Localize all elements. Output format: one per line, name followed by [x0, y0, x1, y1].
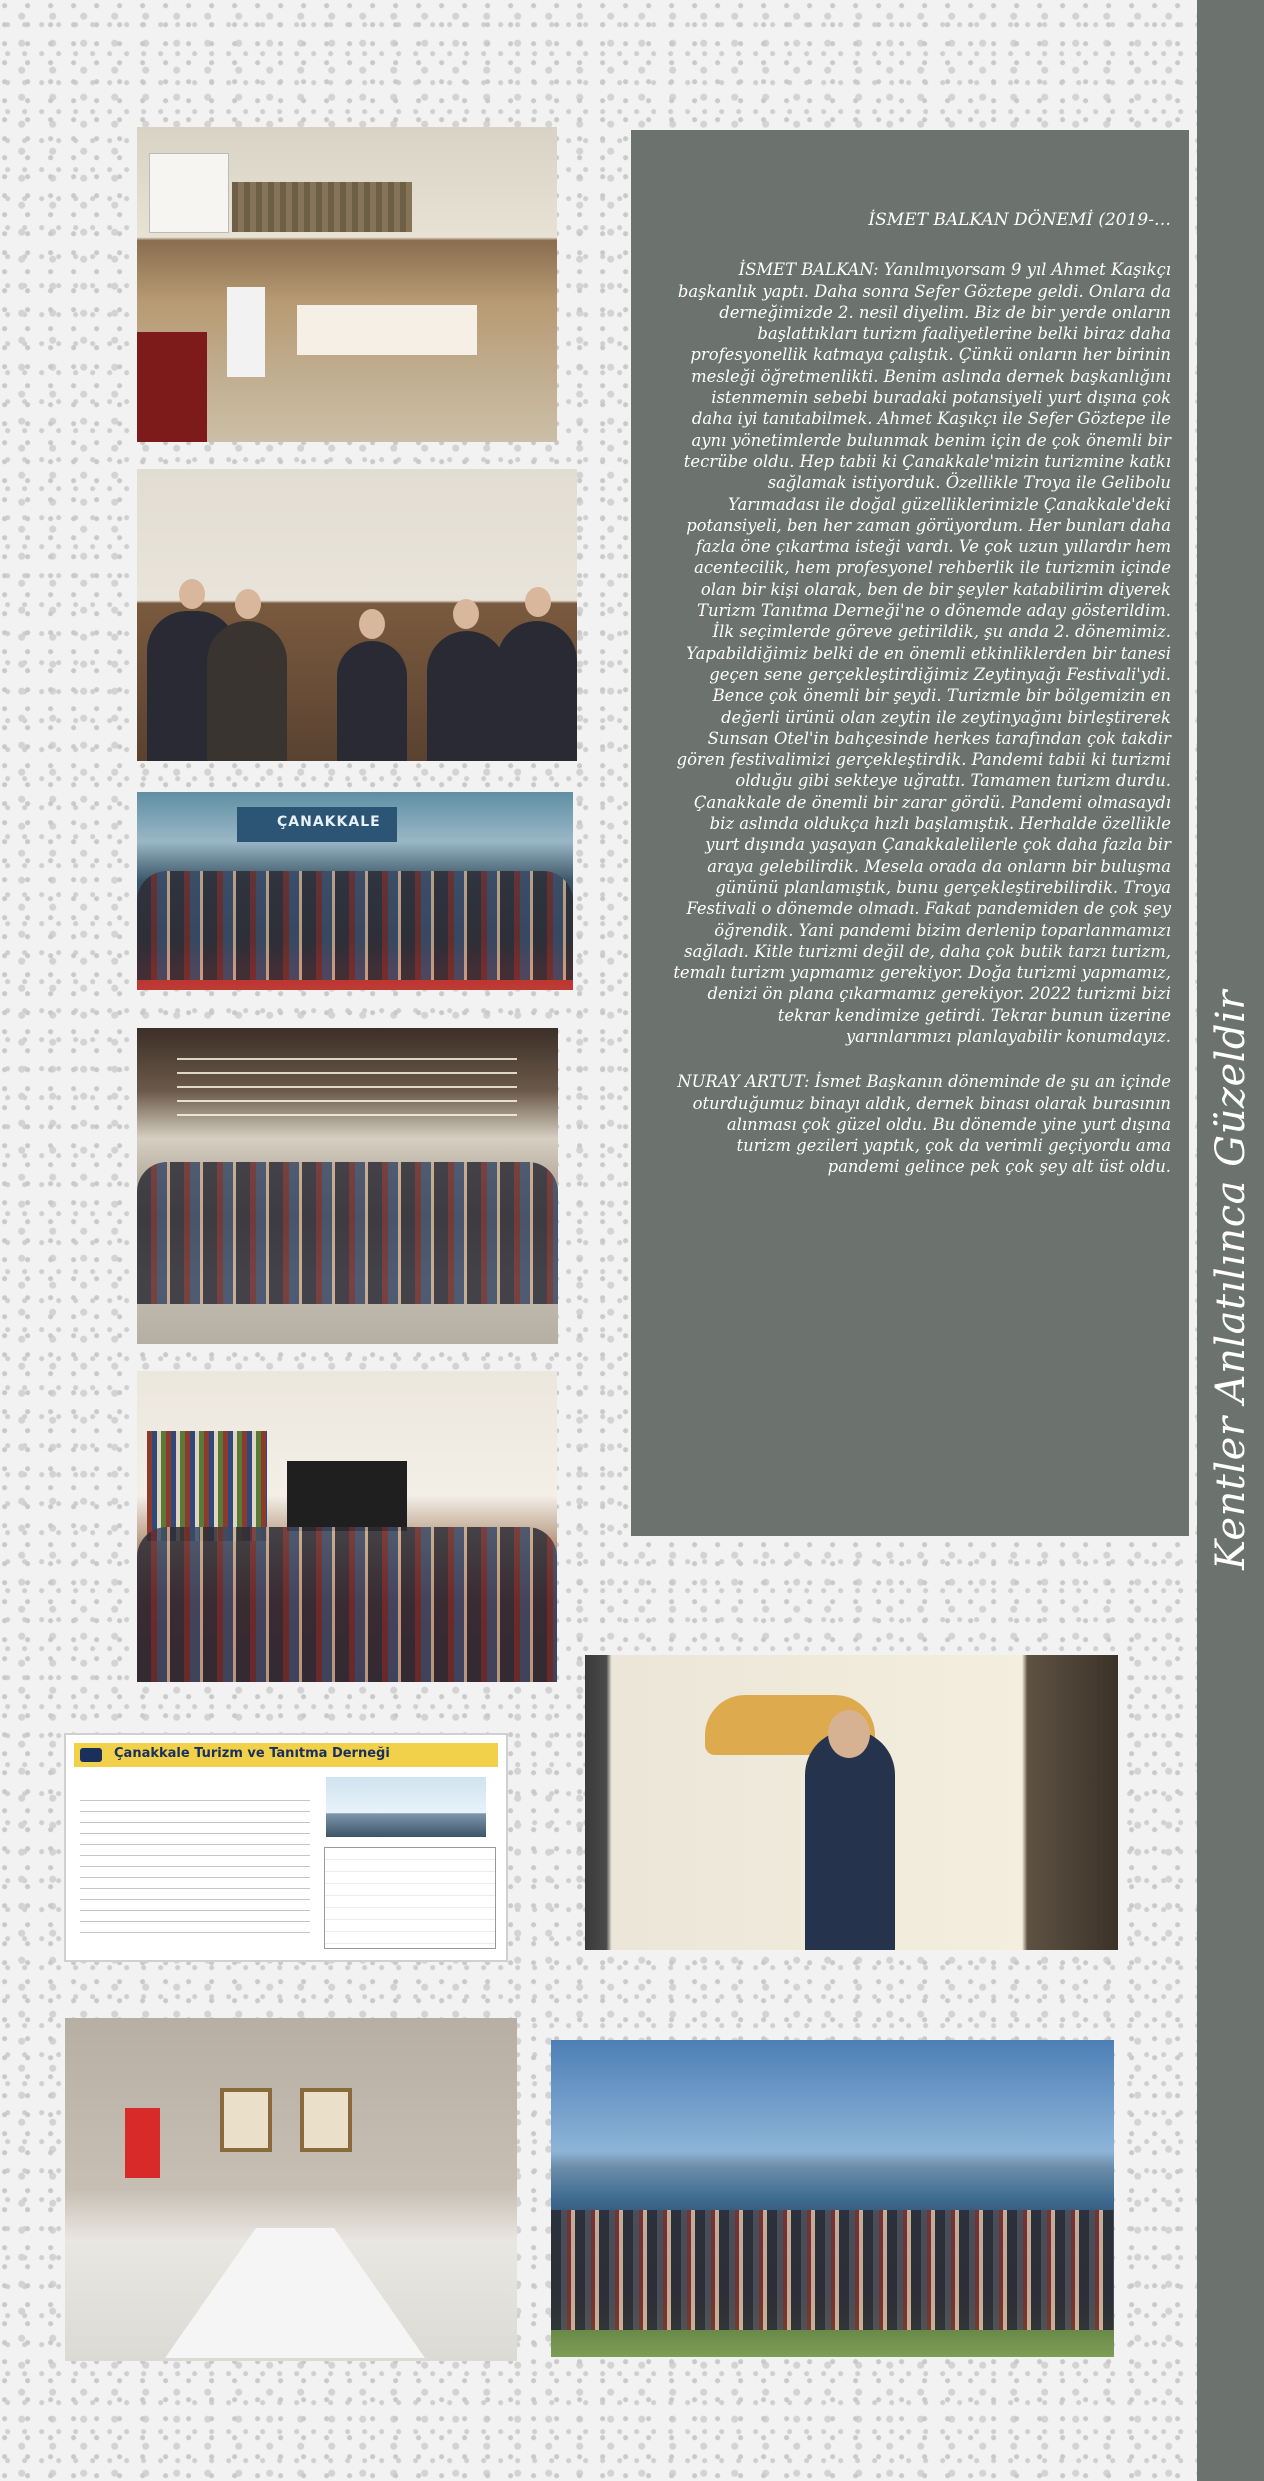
magazine-title-vertical [1197, 990, 1264, 1570]
group-of-people [137, 1162, 558, 1304]
person-head [525, 587, 551, 617]
projection-screen [149, 153, 229, 233]
association-logo-icon [80, 1748, 102, 1762]
person-head [235, 589, 261, 619]
photo-conference-scene [137, 127, 557, 442]
person-head [359, 609, 385, 639]
photo-seaside-group [551, 2040, 1114, 2357]
person [427, 631, 507, 761]
photo-official-scene [65, 2018, 517, 2361]
speaker [805, 1730, 895, 1950]
person-head [453, 599, 479, 629]
announcement-body [80, 1790, 310, 1940]
group-of-people [137, 1527, 557, 1683]
photo-office-meeting [137, 469, 577, 761]
group-of-people [137, 871, 573, 980]
portrait-frame [300, 2088, 352, 2152]
person [337, 641, 407, 761]
photo-festival-scene [585, 1655, 1118, 1950]
photo-conference [137, 127, 557, 442]
television [287, 1461, 407, 1531]
photo-museum-scene [137, 792, 573, 990]
paragraph-ismet-balkan: İSMET BALKAN: Yanılmıyorsam 9 yıl Ahmet Kaşıkçı başkanlık yaptı. Daha sonra Sefer Göztepe geldi. Onlara da derneğimizde 2. nesil diyelim. Biz de bir yerde onların başlattıkları turizm faaliyetlerine belki biraz daha profesyonellik katmaya çalıştık. Çünkü onların her birinin mesleği öğretmenlikti. Benim aslında dernek başkanlığını istenmemin sebebi buradaki potansiyeli yurt dışına çok daha iyi tanıtabilmek. Ahmet Kaşıkçı ile Sefer Göztepe ile aynı yönetimlerde bulunmak benim için de çok önemli bir tecrübe oldu. Hep tabii ki Çanakkale'mizin turizmine katkı sağlamak istiyorduk. Özellikle Troya ile Gelibolu Yarımadası ile doğal güzelliklerimizle Çanakkale'deki potansiyeli, ben her zaman görüyordum. Her bunları daha fazla öne çıkartma isteği vardı. Ve çok uzun yıllardır hem acentecilik, hem profesyonel rehberlik ile turizmin içinde olan bir kişi olarak, ben de bir şeyler katabilirim diyerek Turizm Tanıtma Derneği'ne o dönemde aday gösterildim. İlk seçimlerde göreve getirildik, şu anda 2. dönemimiz. Yapabildiğimiz belki de en önemli etkinliklerden bir tanesi geçen sene gerçekleştirdiğimiz Zeytinyağı Festivali'ydi. Bence çok önemli bir şeydi. Turizmle bir bölgemizin en değerli ürünü olan zeytin ile zeytinyağını birleştirerek Sunsan Otel'in bahçesinde herkes tarafından çok takdir gören festivalimizi gerçekleştirdik. Pandemi tabii ki turizmi olduğu gibi sekteye uğrattı. Tamamen turizm durdu. Çanakkale de önemli bir zarar gördü. Pandemi olmasaydı biz aslında oldukça hızlı başlamıştık. Herhalde özellikle yurt dışında yaşayan Çanakkalelilerle çok daha fazla bir araya gelebilirdik. Mesela orada da onların bir buluşma gününü planlamıştık, bunu gerçekleştirebilirdik. Troya Festivali o dönemde olmadı. Fakat pandemiden de çok şey öğrendik. Yani pandemi bizim derlenip toparlanmamızı sağladı. Kitle turizmi değil de, daha çok butik tarzı turizm, temalı turizm yapmamız gerekiyor. Doğa turizmi yapmamız, denizi ön plana çıkarmamız gerekiyor. 2022 turizmi bizi tekrar kendimize getirdi. Tekrar bunun üzerine yarınlarımızı planlayabilir konumdayız. [673, 260, 1171, 1046]
photo-library-table [137, 1371, 557, 1682]
photo-museum-group [137, 792, 573, 990]
person [497, 621, 577, 761]
conference-table [165, 2228, 425, 2358]
ceiling-lights [177, 1058, 517, 1118]
person [207, 621, 287, 761]
bookshelf [147, 1431, 267, 1541]
ship-image [326, 1777, 486, 1837]
red-carpet [137, 332, 207, 442]
museum-banner [237, 807, 397, 842]
panel-table [297, 305, 477, 355]
person-head [179, 579, 205, 609]
photo-hall-group [137, 1028, 558, 1344]
photo-hall-scene [137, 1028, 558, 1344]
magazine-title-text: Kentler Anlatılınca Güzeldir [1207, 990, 1254, 1570]
interview-text [671, 210, 1171, 1202]
museum-banner-text: ÇANAKKALE [277, 814, 381, 830]
photo-library-scene [137, 1371, 557, 1682]
portrait-frame [220, 2088, 272, 2152]
announcement-header-text: Çanakkale Turizm ve Tanıtma Derneği [114, 1746, 390, 1761]
stage-curtain [232, 182, 412, 232]
interview-text-panel [631, 130, 1189, 1536]
paragraph-nuray-artut: NURAY ARTUT: İsmet Başkanın döneminde de şu an içinde oturduğumuz binayı aldık, dernek binası olarak burasının alınması çok güzel oldu. Bu dönemde yine yurt dışına turizm gezileri yaptık, çok da verimli geçiyordu ama pandemi gelince pek çok şey alt üst oldu. [677, 1072, 1171, 1177]
speaker-head [828, 1710, 870, 1758]
announcement-header [74, 1743, 498, 1767]
photo-seaside-scene [551, 2040, 1114, 2357]
speakers-table [324, 1847, 496, 1949]
group-of-people [551, 2210, 1114, 2330]
turkish-flag [125, 2108, 160, 2178]
photo-office-scene [137, 469, 577, 761]
photo-olive-oil-festival [585, 1655, 1118, 1950]
podium [227, 287, 265, 377]
section-heading: İSMET BALKAN DÖNEMİ (2019-… [868, 210, 1171, 230]
announcement-card [64, 1733, 508, 1962]
photo-official-meeting [65, 2018, 517, 2361]
